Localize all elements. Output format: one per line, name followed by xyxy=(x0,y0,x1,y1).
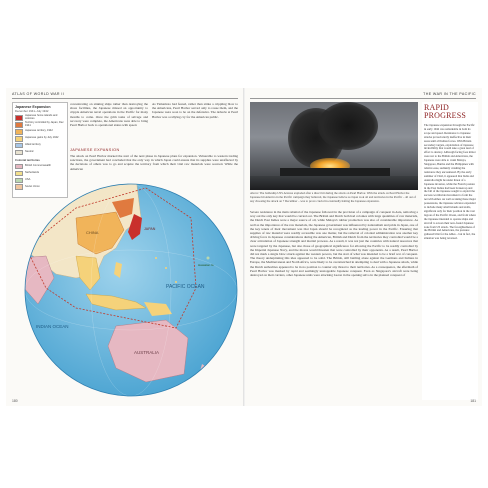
page-gutter xyxy=(243,88,245,406)
legend-swatch xyxy=(15,129,23,135)
page-number-right: 181 xyxy=(470,399,476,403)
legend-label: Japanese territory, 1942 xyxy=(25,129,53,133)
legend-label: Allied territory xyxy=(25,143,41,147)
hawaii-island xyxy=(207,257,210,260)
legend-swatch xyxy=(15,150,23,156)
intro-column-2: As Yamamoto had feared, rather than strike a crippling blow to the Americans, Pearl Harbor served only to rouse them, and the Japanese were soon to be on the defensive. The debacle at Pearl Harbor was a rallying cry for the American public. xyxy=(152,102,238,119)
harbor-water xyxy=(250,176,418,190)
sidebar-title: RAPID PROGRESS xyxy=(424,103,467,120)
label-pacific-ocean: PACIFIC OCEAN xyxy=(166,284,205,290)
sidebar-text: The Japanese expansion through the Pacific in early 1942 was remarkable in both its scope and speed. Resistance to Japanese attacks proved utterly ineffective in their areas until all Indian forces. With Britain secondary targets, exploitation of Japanese invincibility that would take a great deal of effort to destroy. Although facing foes minor were not to the British and Americans, the Japanese were able to crush Malaya, Singapore, Burma and the Philippines with relative ease, suddenly crushing the resistance they encountered. By the early summer of 1942, it appeared that India and Australia might lie under threat of a Japanese invasion, while the French posture in the East Indies had been broken up and the fall of the Japanese sought to exploit the success worldwide movement to form the net with either. As well as taking these major possessions, the Japanese advance expanded to include many small islands and atolls, significant only for their position in the vast lagoon of the Pacific Ocean, and from where the Japanese intended to operate ships and aircraft to screen their new-found Japanese zone from US attack. The far-sightedness of the British and Americans, the pressure gathered blitz for the Allies – but in fact, the situation was being reversed. xyxy=(424,123,476,241)
legend-subtitle: December 1941–July 1942 xyxy=(15,109,49,113)
battleship-silhouette xyxy=(280,168,390,176)
legend-row xyxy=(15,115,65,121)
label-china: CHINA xyxy=(86,230,99,235)
legend-label: Japanese gains by July 1942 xyxy=(25,136,59,140)
label-australia: AUSTRALIA xyxy=(134,350,160,355)
legend-row xyxy=(15,164,65,170)
running-header-left: ATLAS OF WORLD WAR II xyxy=(12,92,65,96)
legend-label: British Commonwealth xyxy=(25,164,51,168)
legend-swatch xyxy=(15,171,23,177)
header-rule-left xyxy=(12,98,238,99)
rapid-progress-sidebar xyxy=(422,102,478,400)
header-rule-right xyxy=(250,98,476,99)
photo-caption: Above: The battleship USS Arizona exploded after a direct hit during the attack on Pearl Harbor. With the attack on Pearl Harbor the Japanese hit America in the Pacific campaign they believed, the Japanese believe as Japan took oil and territories in the Pacific – all out of any choosing the attack on 7 December – was to prove crucial in eventually halting the Japanese expansion. xyxy=(250,191,417,203)
legend-row xyxy=(15,129,65,135)
legend-row xyxy=(15,150,65,156)
pacific-atoll xyxy=(165,267,167,269)
legend-label: Japanese home islands and colonies xyxy=(25,114,58,120)
label-hawaii: Hawaiian Is. xyxy=(198,263,215,267)
legend-swatch xyxy=(15,115,23,121)
section-heading: JAPANESE EXPANSION xyxy=(70,148,120,152)
right-body-text: Severe resistance in the main rebuttal of the Japanese followed in the provision of a campaign of conquest in Asia, removing a way out the only key that would be carried out. The British and Dutch both had colonies with large quantities of raw materials, the Dutch East Indies were a major source of oil, while Malaya's rubber production was also of considerable importance. As well as the importance of the raw materials, the Japanese government was influenced by nationalism and pride in Japan, one of the key tenets of their movement was that Japan should be recognized as the leading power in the Pacific. Ensuring that supplies of raw material were readily accessible was one matter, but the removal of colonial administration was another key driving force in Japanese considerations during the American, British and Dutch from the territories they controlled would be a clear articulation of Japanese strength and martial prowess. As a result, it was not just the countries with natural resources that were targeted by the Japanese, but also those of geographical significance for allowing the Pacific to be readily controlled by the Imperial Japanese Navy, and the moves would threaten that were controlled by their opponents. As a result, Pearl Harbor did not mark a single blow struck against the western powers, but the start of what was intended to be a brief war of conquest. The theory underpinning this idea appeared to be solid. The British, still battling alone against the Germans and Italians in Europe, the Mediterranean and North Africa, were likely to be overstretched in attempting to deal with a Japanese attack, while the Dutch authorities appeared to be in no position to counter any threat to their territories. As a consequence, the aftermath of Pearl Harbor was marked by rapid and seemingly unstoppable Japanese conquest. Even as Singapore's aircraft were being destroyed on their carriers, other Japanese units were attacking Luzon in the opening salvo in the planned conquest of xyxy=(250,210,418,278)
label-indian-ocean: INDIAN OCEAN xyxy=(36,324,69,329)
legend-row xyxy=(15,143,65,149)
legend-label: Territory controlled by Japan, Dec 1941 xyxy=(25,121,64,127)
pearl-harbor-photo xyxy=(250,102,418,190)
running-header-right: THE WAR IN THE PACIFIC xyxy=(423,92,476,96)
pacific-atoll xyxy=(155,257,157,259)
legend-label: Neutral xyxy=(25,150,34,154)
legend-swatch xyxy=(15,164,23,170)
legend-label: Netherlands xyxy=(25,170,39,174)
legend-subheading: Colonial territories xyxy=(15,158,40,163)
page-number-left: 180 xyxy=(12,399,18,403)
legend-swatch xyxy=(15,122,23,128)
legend-row xyxy=(15,122,65,128)
smoke-cloud xyxy=(318,102,378,150)
legend-label: Soviet Union xyxy=(25,184,40,188)
section-body: The attack on Pearl Harbor marked the start of the next phase in Japanese plans for expansion. Vulnerable to western trading sanctions, the government had concluded that the only way in which Japan could ensure that its supplies were unaffected by the decisions of others was to go and acquire the territory from which their vital raw materials were sourced. While the American xyxy=(70,154,238,171)
legend-title: Japanese Expansion xyxy=(15,105,51,109)
legend-label: USA xyxy=(25,177,31,181)
legend-row xyxy=(15,136,65,142)
pacific-globe-map xyxy=(16,178,242,400)
pacific-atoll xyxy=(175,281,177,283)
alaska xyxy=(196,178,242,208)
legend-row xyxy=(15,171,65,177)
label-japan: JAPAN xyxy=(144,227,156,231)
legend-swatch xyxy=(15,136,23,142)
legend-swatch xyxy=(15,143,23,149)
intro-column-1: concentrating on sinking ships rather than destroying the shore facilities, the Japanese missed an opportunity to cripple American naval operations in the Pacific for many months to come. Once the grim tasks of salvage and recovery were complete, the Americans were able to bring Pearl Harbor back to operational status with speed. xyxy=(70,102,148,128)
book-spread xyxy=(6,88,482,406)
